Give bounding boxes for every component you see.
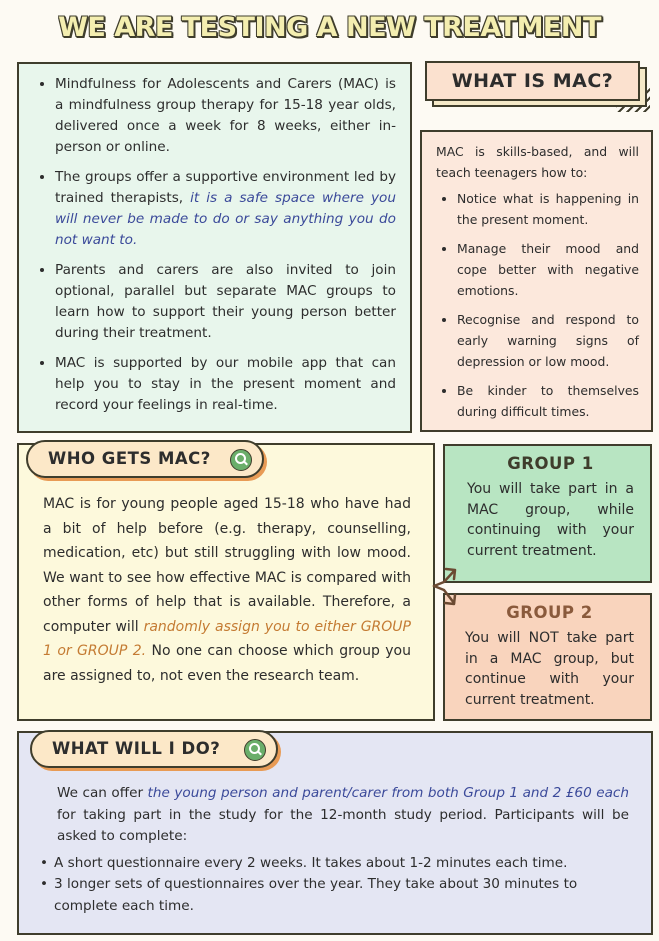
intro-bullet: • Mindfulness for Adolescents and Carers (MAC) is a mindfulness group therapy for 15-18 year olds, delivered once a week for 8 weeks, either in-person or online. xyxy=(55,74,396,158)
intro-list xyxy=(35,74,396,416)
mac-skills-list xyxy=(436,188,639,422)
skill-item: • Recognise and respond to early warning signs of depression or low mood. xyxy=(457,309,639,372)
skill-item: • Be kinder to themselves during difficult times. xyxy=(457,380,639,422)
group1-text: You will take part in a MAC group, while continuing with your current treatment. xyxy=(467,481,634,559)
magnifier-icon xyxy=(244,739,266,761)
safe-space-highlight: it is a safe space where you will never be made to do or say anything you do not want to. xyxy=(55,190,396,248)
group1-box xyxy=(443,444,652,583)
page-title: WE ARE TESTING A NEW TREATMENT xyxy=(58,12,601,43)
intro-bullet: • MAC is supported by our mobile app that can help you to stay in the present moment and record your feelings in real-time. xyxy=(55,353,396,416)
who-gets-mac-box xyxy=(17,443,435,721)
who-gets-mac-heading: WHO GETS MAC? xyxy=(26,440,264,478)
intro-box xyxy=(17,62,412,433)
intro-bullet: • The groups offer a supportive environment led by trained therapists, it is a safe space where you will never be made to do or say anything you do not want to. xyxy=(55,167,396,251)
payment-highlight: the young person and parent/carer from both Group 1 and 2 £60 each xyxy=(147,785,629,801)
mac-skills-intro: MAC is skills-based, and will teach teenagers how to: xyxy=(436,144,639,180)
magnifier-icon xyxy=(230,449,252,471)
group2-heading: GROUP 2 xyxy=(506,603,593,622)
who-gets-mac-text: MAC is for young people aged 15-18 who have had a bit of help before (e.g. therapy, counselling, medication, etc) but still struggling with low mood. We want to see how effective MAC is compared with other forms of help that is available. Therefore, a computer will randomly assign you to either GROUP 1 or GROUP 2. No one can choose which group you are assigned to, not even the research team. xyxy=(43,496,411,684)
branch-arrow-icon xyxy=(432,562,462,610)
mac-skills-box xyxy=(420,130,653,432)
what-will-i-do-heading: WHAT WILL I DO? xyxy=(30,730,278,768)
what-is-mac-heading: WHAT IS MAC? xyxy=(425,61,640,101)
random-assign-highlight: randomly assign you to either GROUP 1 or GROUP 2. xyxy=(43,618,411,659)
group2-text: You will NOT take part in a MAC group, but continue with your current treatment. xyxy=(465,630,634,708)
skill-item: • Notice what is happening in the present moment. xyxy=(457,188,639,230)
tasks-list xyxy=(33,853,629,918)
intro-bullet: • Parents and carers are also invited to join optional, parallel but separate MAC groups to learn how to support their young person better during their treatment. xyxy=(55,260,396,344)
task-item: • A short questionnaire every 2 weeks. It takes about 1-2 minutes each time. xyxy=(40,853,629,875)
what-will-i-do-text: We can offer the young person and parent/carer from both Group 1 and 2 £60 each for taking part in the study for the 12-month study period. Participants will be asked to complete: xyxy=(57,785,629,844)
skill-item: • Manage their mood and cope better with negative emotions. xyxy=(457,238,639,301)
group1-heading: GROUP 1 xyxy=(507,454,594,473)
task-item: • 3 longer sets of questionnaires over the year. They take about 30 minutes to complete each time. xyxy=(40,874,629,917)
group2-box xyxy=(443,593,652,721)
